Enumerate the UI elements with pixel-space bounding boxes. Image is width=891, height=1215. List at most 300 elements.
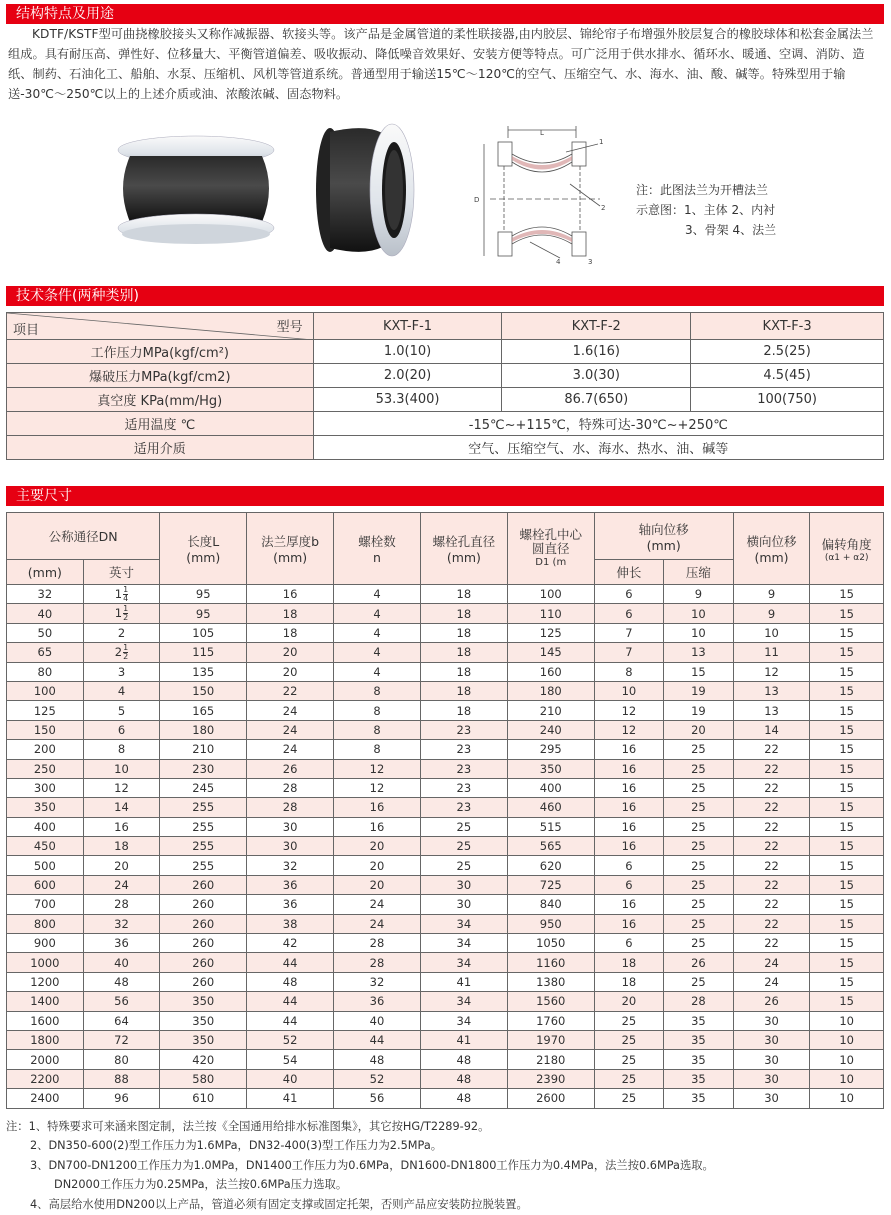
table-cell: 10 [810, 1050, 884, 1069]
tech-row [7, 388, 884, 412]
table-cell: 25 [664, 817, 734, 836]
fraction-numerator: 1 [123, 604, 129, 614]
table-cell: 8 [334, 681, 421, 700]
table-cell: 255 [160, 817, 247, 836]
table-row [7, 778, 884, 797]
table-cell: 44 [247, 953, 334, 972]
schematic-diagram [470, 124, 620, 272]
table-cell: 25 [664, 934, 734, 953]
table-cell: 28 [334, 934, 421, 953]
table-row [7, 1089, 884, 1108]
table-row [7, 1011, 884, 1030]
table-cell: 23 [420, 778, 507, 797]
table-cell: 460 [507, 798, 594, 817]
table-cell: 32 [83, 914, 160, 933]
table-cell: 1600 [7, 1011, 84, 1030]
note-line: 注：1、特殊要求可来涵来图定制，法兰按《全国通用给排水标准图集》，其它按HG/T2289-92。 [6, 1120, 490, 1133]
table-cell: 15 [810, 798, 884, 817]
inch-fraction [123, 644, 128, 661]
product-photo-angled [312, 118, 422, 268]
tech-row [7, 340, 884, 364]
table-cell: 15 [810, 914, 884, 933]
table-cell: 44 [334, 1030, 421, 1049]
tech-row [7, 412, 884, 436]
table-cell: 1400 [7, 992, 84, 1011]
table-cell: 15 [810, 875, 884, 894]
table-cell: 180 [160, 720, 247, 739]
header-hole [420, 513, 507, 585]
table-cell: 12 [334, 778, 421, 797]
table-cell: 18 [83, 837, 160, 856]
table-cell: 16 [594, 837, 664, 856]
table-cell: 34 [420, 953, 507, 972]
diagram-label-3: 3 [588, 258, 593, 266]
table-cell: 22 [733, 934, 810, 953]
table-cell: 25 [664, 798, 734, 817]
table-cell: 23 [420, 740, 507, 759]
table-cell: 22 [733, 740, 810, 759]
table-cell: 12 [83, 778, 160, 797]
table-cell: 48 [247, 972, 334, 991]
table-row [7, 759, 884, 778]
header-text: 螺栓孔中心圆直径 [519, 526, 582, 556]
table-cell: 15 [810, 662, 884, 681]
section-header-tech [6, 286, 884, 306]
table-cell: 400 [7, 817, 84, 836]
table-cell: 700 [7, 895, 84, 914]
table-cell: 16 [594, 798, 664, 817]
table-row [7, 662, 884, 681]
inch-fraction [123, 605, 128, 622]
table-cell: 8 [334, 701, 421, 720]
table-cell: 25 [664, 778, 734, 797]
table-cell: 2390 [507, 1069, 594, 1088]
table-cell: 105 [160, 623, 247, 642]
cell: 2.0(20) [313, 364, 502, 388]
table-cell: 2600 [507, 1089, 594, 1108]
product-photo-side [112, 128, 280, 250]
table-cell: 20 [664, 720, 734, 739]
header-unit: (mm) [446, 550, 481, 565]
table-cell: 32 [334, 972, 421, 991]
table-cell: 260 [160, 914, 247, 933]
header-axial [594, 513, 733, 560]
figure-note [636, 180, 776, 240]
table-cell: 18 [420, 623, 507, 642]
table-cell: 30 [733, 1069, 810, 1088]
table-row [7, 1050, 884, 1069]
table-cell: 2200 [7, 1069, 84, 1088]
header-unit: (mm) [646, 537, 681, 553]
table-row [7, 875, 884, 894]
table-cell: 88 [83, 1069, 160, 1088]
table-cell: 32 [247, 856, 334, 875]
table-cell: 210 [507, 701, 594, 720]
header-length [160, 513, 247, 585]
table-cell: 10 [810, 1011, 884, 1030]
table-cell: 30 [733, 1030, 810, 1049]
table-cell: 24 [83, 875, 160, 894]
table-cell: 4 [334, 643, 421, 662]
table-cell: 35 [664, 1069, 734, 1088]
table-cell: 28 [247, 778, 334, 797]
table-cell: 72 [83, 1030, 160, 1049]
table-cell: 15 [810, 778, 884, 797]
table-cell: 600 [7, 875, 84, 894]
table-cell: 350 [507, 759, 594, 778]
table-cell: 110 [507, 604, 594, 623]
table-cell: 18 [594, 972, 664, 991]
table-cell: 100 [507, 585, 594, 604]
table-cell: 34 [420, 914, 507, 933]
table-cell: 15 [810, 720, 884, 739]
table-cell: 15 [664, 662, 734, 681]
table-cell: 19 [664, 681, 734, 700]
note-line: 4、高层给水使用DN200以上产品，管道必须有固定支撑或固定托架，否则产品应安装防拉脱装置。 [30, 1197, 528, 1211]
tech-header-diagonal-cell [7, 313, 314, 340]
table-cell: 25 [594, 1030, 664, 1049]
table-cell: 36 [334, 992, 421, 1011]
table-cell: 125 [507, 623, 594, 642]
table-cell: 135 [160, 662, 247, 681]
header-text: 偏转角度 [821, 536, 872, 552]
section-title: 技术条件(两种类别) [16, 288, 139, 304]
table-cell: 2 [83, 623, 160, 642]
header-inch: 英寸 [83, 560, 160, 585]
cell: 1.6(16) [502, 340, 691, 364]
table-cell: 30 [420, 875, 507, 894]
table-cell: 350 [7, 798, 84, 817]
header-extension: 伸长 [594, 560, 664, 585]
table-cell: 115 [160, 643, 247, 662]
table-cell: 25 [664, 759, 734, 778]
table-row [7, 856, 884, 875]
table-cell: 50 [7, 623, 84, 642]
table-cell: 950 [507, 914, 594, 933]
header-item: 项目 [13, 323, 40, 338]
table-cell: 15 [810, 895, 884, 914]
table-cell: 800 [7, 914, 84, 933]
inch-whole: 1 [114, 606, 123, 621]
table-cell: 15 [810, 740, 884, 759]
table-cell: 620 [507, 856, 594, 875]
table-cell: 24 [733, 953, 810, 972]
table-cell: 15 [810, 837, 884, 856]
table-cell: 840 [507, 895, 594, 914]
table-cell: 18 [420, 662, 507, 681]
diagram-label-l: L [540, 129, 544, 137]
table-cell: 25 [664, 875, 734, 894]
header-pcd [507, 513, 594, 585]
table-cell: 7 [594, 623, 664, 642]
table-cell: 22 [733, 759, 810, 778]
table-cell: 16 [334, 798, 421, 817]
table-cell: 295 [507, 740, 594, 759]
table-cell: 20 [83, 856, 160, 875]
table-cell: 95 [160, 585, 247, 604]
table-cell: 22 [733, 914, 810, 933]
table-cell: 25 [664, 740, 734, 759]
table-cell: 56 [83, 992, 160, 1011]
header-flange [247, 513, 334, 585]
table-cell: 16 [594, 817, 664, 836]
table-cell: 34 [420, 1011, 507, 1030]
table-cell: 11 [733, 643, 810, 662]
table-cell: 15 [810, 701, 884, 720]
tech-header-row [7, 313, 884, 340]
table-cell: 48 [420, 1089, 507, 1108]
table-cell: 9 [664, 585, 734, 604]
table-cell: 245 [160, 778, 247, 797]
table-cell: 22 [733, 875, 810, 894]
fraction-denominator: 4 [123, 593, 129, 603]
table-cell: 16 [334, 817, 421, 836]
table-cell: 25 [594, 1069, 664, 1088]
table-cell: 18 [420, 681, 507, 700]
cell: 3.0(30) [502, 364, 691, 388]
table-cell: 18 [247, 604, 334, 623]
section-title: 主要尺寸 [16, 488, 72, 504]
table-cell: 34 [420, 934, 507, 953]
note-line: DN2000工作压力为0.25MPa，法兰按0.6MPa压力选取。 [54, 1178, 348, 1192]
intro-paragraph: KDTF/KSTF型可曲挠橡胶接头又称作减振器、软接头等。该产品是金属管道的柔性联接器,由内胶层、锦纶帘子布增强外胶层复合的橡胶球体和松套金属法兰组成。具有耐压高、弹性好、位移量大、平衡管道偏差、吸收振动、降低噪音效果好、安装方便等特点。可广泛用于供水排水、循环水、暖通、空调、消防、造纸、制药、石油化工、船舶、水泵、压缩机、风机等管道系统。普通型用于输送15℃～120℃的空气、压缩空气、水、海水、油、酸、碱等。特殊型用于输送-30℃～250℃以上的上述介质或油、浓酸浓碱、固态物料。 [8, 27, 874, 101]
table-cell: 150 [160, 681, 247, 700]
table-cell: 565 [507, 837, 594, 856]
table-cell: 35 [664, 1030, 734, 1049]
header-unit: (mm) [754, 550, 789, 565]
table-cell: 16 [594, 778, 664, 797]
table-cell: 350 [160, 992, 247, 1011]
table-cell: 26 [664, 953, 734, 972]
row-label: 工作压力MPa(kgf/cm²) [7, 340, 314, 364]
table-cell: 6 [594, 856, 664, 875]
table-cell: 15 [810, 992, 884, 1011]
table-cell: 2180 [507, 1050, 594, 1069]
table-row [7, 972, 884, 991]
section-header-dims [6, 486, 884, 506]
header-compression: 压缩 [664, 560, 734, 585]
table-cell: 5 [83, 701, 160, 720]
table-cell: 610 [160, 1089, 247, 1108]
table-cell: 23 [420, 759, 507, 778]
table-cell: 100 [7, 681, 84, 700]
dims-header-row [7, 513, 884, 560]
table-row [7, 681, 884, 700]
table-cell: 230 [160, 759, 247, 778]
table-cell: 65 [7, 643, 84, 662]
table-cell: 15 [810, 643, 884, 662]
table-cell: 41 [420, 1030, 507, 1049]
table-cell: 255 [160, 856, 247, 875]
table-cell: 1000 [7, 953, 84, 972]
table-cell: 44 [247, 992, 334, 1011]
table-cell: 25 [420, 817, 507, 836]
model-col: KXT-F-3 [691, 313, 884, 340]
diagram-label-1: 1 [599, 138, 604, 146]
table-cell: 260 [160, 875, 247, 894]
table-cell: 200 [7, 740, 84, 759]
row-label: 爆破压力MPa(kgf/cm2) [7, 364, 314, 388]
table-cell: 16 [83, 817, 160, 836]
table-row [7, 895, 884, 914]
table-cell: 16 [594, 895, 664, 914]
table-cell: 25 [594, 1011, 664, 1030]
row-label: 适用温度 ℃ [7, 412, 314, 436]
note-line: 3、DN700-DN1200工作压力为1.0MPa，DN1400工作压力为0.6MPa，DN1600-DN1800工作压力为0.4MPa，法兰按0.6MPa选取。 [30, 1158, 714, 1172]
table-cell: 36 [247, 895, 334, 914]
header-mm: (mm) [7, 560, 84, 585]
table-row [7, 914, 884, 933]
table-row [7, 817, 884, 836]
table-cell [83, 585, 160, 604]
cell: -15℃~+115℃，特殊可达-30℃~+250℃ [313, 412, 883, 436]
table-cell: 1160 [507, 953, 594, 972]
header-dn: 公称通径DN [7, 513, 160, 560]
cell: 53.3(400) [313, 388, 502, 412]
row-label: 真空度 KPa(mm/Hg) [7, 388, 314, 412]
table-cell: 14 [83, 798, 160, 817]
table-cell: 18 [594, 953, 664, 972]
table-cell: 25 [420, 856, 507, 875]
table-row [7, 992, 884, 1011]
table-cell: 160 [507, 662, 594, 681]
table-cell: 25 [664, 895, 734, 914]
table-cell: 180 [507, 681, 594, 700]
header-model: 型号 [276, 320, 303, 335]
table-cell: 8 [334, 740, 421, 759]
table-cell: 20 [247, 662, 334, 681]
table-cell: 95 [160, 604, 247, 623]
table-cell: 26 [733, 992, 810, 1011]
table-cell: 25 [664, 856, 734, 875]
table-cell: 4 [83, 681, 160, 700]
cell: 2.5(25) [691, 340, 884, 364]
table-cell: 260 [160, 895, 247, 914]
table-row [7, 953, 884, 972]
table-cell: 9 [733, 604, 810, 623]
table-cell: 6 [83, 720, 160, 739]
table-row [7, 585, 884, 604]
table-cell: 1800 [7, 1030, 84, 1049]
table-cell: 10 [83, 759, 160, 778]
table-cell: 24 [733, 972, 810, 991]
table-row [7, 934, 884, 953]
table-cell: 6 [594, 934, 664, 953]
table-cell: 13 [733, 701, 810, 720]
table-cell: 16 [594, 914, 664, 933]
table-cell: 15 [810, 972, 884, 991]
table-cell: 12 [733, 662, 810, 681]
table-cell: 19 [664, 701, 734, 720]
table-cell: 14 [733, 720, 810, 739]
table-cell: 15 [810, 604, 884, 623]
table-cell: 35 [664, 1050, 734, 1069]
table-cell: 23 [420, 798, 507, 817]
fraction-denominator: 2 [123, 651, 129, 661]
table-cell: 10 [810, 1069, 884, 1088]
table-cell: 255 [160, 798, 247, 817]
cell: 86.7(650) [502, 388, 691, 412]
header-text: 法兰厚度b [261, 534, 320, 549]
table-cell: 10 [810, 1030, 884, 1049]
section-header-structure [6, 4, 884, 24]
table-cell: 255 [160, 837, 247, 856]
table-cell: 15 [810, 585, 884, 604]
table-cell: 20 [334, 875, 421, 894]
table-cell: 1970 [507, 1030, 594, 1049]
table-cell: 420 [160, 1050, 247, 1069]
table-cell: 260 [160, 934, 247, 953]
table-row [7, 837, 884, 856]
inch-whole: 1 [114, 586, 123, 601]
header-text: 螺栓孔直径 [432, 534, 496, 549]
header-unit: (mm) [273, 550, 308, 565]
table-cell: 24 [247, 740, 334, 759]
table-cell: 25 [420, 837, 507, 856]
model-col: KXT-F-1 [313, 313, 502, 340]
table-cell: 30 [733, 1089, 810, 1108]
table-row [7, 604, 884, 623]
table-cell: 10 [594, 681, 664, 700]
table-cell: 260 [160, 972, 247, 991]
table-cell: 41 [420, 972, 507, 991]
table-cell: 13 [733, 681, 810, 700]
table-cell: 48 [420, 1050, 507, 1069]
table-cell: 10 [810, 1089, 884, 1108]
table-cell: 1050 [507, 934, 594, 953]
table-cell: 15 [810, 953, 884, 972]
table-cell: 6 [594, 604, 664, 623]
table-cell: 20 [247, 643, 334, 662]
header-text: 横向位移 [746, 534, 797, 549]
cell: 100(750) [691, 388, 884, 412]
table-cell: 165 [160, 701, 247, 720]
table-cell: 24 [247, 720, 334, 739]
table-cell: 8 [594, 662, 664, 681]
table-cell: 24 [247, 701, 334, 720]
table-cell: 900 [7, 934, 84, 953]
section-title: 结构特点及用途 [16, 6, 114, 22]
table-row [7, 701, 884, 720]
table-cell: 450 [7, 837, 84, 856]
table-cell: 250 [7, 759, 84, 778]
notes-block [6, 1117, 886, 1214]
table-cell: 54 [247, 1050, 334, 1069]
table-cell: 44 [247, 1011, 334, 1030]
table-cell: 80 [83, 1050, 160, 1069]
table-cell: 8 [83, 740, 160, 759]
table-cell: 580 [160, 1069, 247, 1088]
table-cell: 23 [420, 720, 507, 739]
table-cell: 20 [334, 837, 421, 856]
table-cell: 80 [7, 662, 84, 681]
row-label: 适用介质 [7, 436, 314, 460]
table-row [7, 1069, 884, 1088]
table-cell: 10 [664, 623, 734, 642]
table-cell: 2400 [7, 1089, 84, 1108]
table-cell: 48 [83, 972, 160, 991]
header-text: 长度L [187, 534, 220, 549]
table-cell: 12 [334, 759, 421, 778]
table-cell: 15 [810, 817, 884, 836]
header-unit: D1 (m [535, 556, 567, 568]
table-cell: 15 [810, 759, 884, 778]
table-cell: 22 [733, 895, 810, 914]
table-cell: 30 [733, 1050, 810, 1069]
tech-table [6, 312, 884, 460]
table-cell: 30 [420, 895, 507, 914]
table-cell: 12 [594, 720, 664, 739]
